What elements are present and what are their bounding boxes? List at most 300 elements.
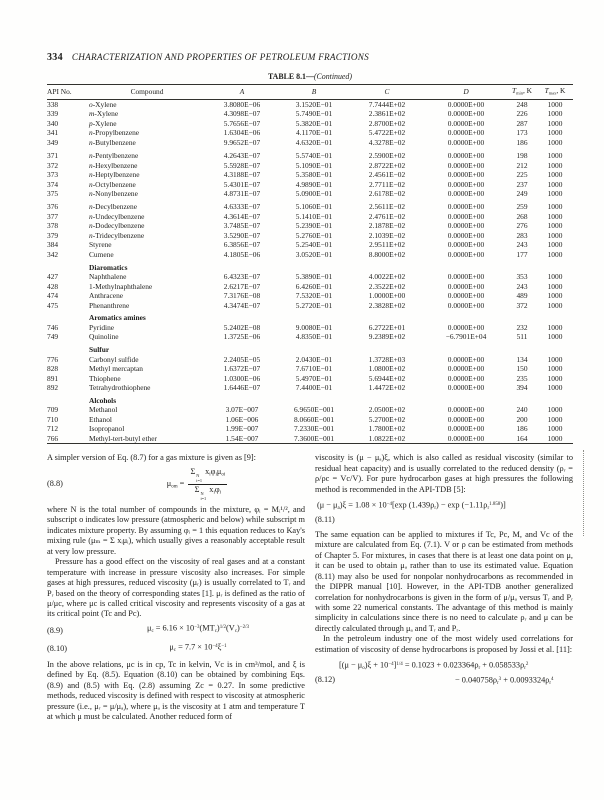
coef-c-cell: 2.3861E+02 <box>368 109 406 119</box>
column-header: Tmax, K <box>544 86 566 96</box>
coef-d-cell: 0.0000E+00 <box>447 179 485 189</box>
compound-cell <box>89 250 205 260</box>
coef-b-cell: 5.3580E−01 <box>295 170 333 180</box>
compound-cell <box>89 212 205 222</box>
coef-c-cell: 1.0000E+00 <box>368 291 406 301</box>
tmin-cell: 243 <box>516 240 528 250</box>
coef-c-cell: 2.8700E+02 <box>368 118 406 128</box>
table-row <box>47 151 573 161</box>
api-cell: 776 <box>47 354 59 364</box>
coef-a-cell: 1.54E−007 <box>225 433 259 443</box>
api-cell: 892 <box>47 383 59 393</box>
compound-name: Styrene <box>89 240 112 250</box>
tmax-cell: 1000 <box>547 383 563 393</box>
coef-d-cell: 0.0000E+00 <box>447 160 485 170</box>
coef-d-cell: 0.0000E+00 <box>447 433 485 443</box>
right-column <box>315 453 573 722</box>
coef-c-cell: 1.0800E+02 <box>368 364 406 374</box>
tmax-cell: 1000 <box>547 364 563 374</box>
compound-cell <box>89 119 205 129</box>
coef-b-cell: 4.6320E−01 <box>295 138 333 148</box>
coef-d-cell: 0.0000E+00 <box>447 99 485 109</box>
coef-d-cell: 0.0000E+00 <box>447 354 485 364</box>
coef-a-cell: 3.8080E−06 <box>223 99 261 109</box>
tmin-cell: 198 <box>516 151 528 161</box>
tmin-cell: 164 <box>516 433 528 443</box>
compound-name: Xylene <box>96 109 119 119</box>
tmax-cell: 1000 <box>547 240 563 250</box>
coef-d-cell: 0.0000E+00 <box>447 138 485 148</box>
compound-name: Methanol <box>89 405 118 415</box>
coef-d-cell: 0.0000E+00 <box>447 109 485 119</box>
column-header: D <box>463 87 469 97</box>
compound-name: Naphthalene <box>89 272 127 282</box>
paragraph: In the above relations, μc is in cp, Tc in kelvin, Vc is in cm³/mol, and ξ is defined by Eq. (8.5). Equation (8.10) can be obtained by combining Eqs. (8.9) and (8.5) with Eq. (2.8) assuming Zc = 0.27. In some predictive methods, reduced viscosity is defined with respect to viscosity at atmospheric pressure (i.e., μᵣ = μ/μₐ), where μₐ is the viscosity at 1 atm and temperature T at which μ must be calculated. Another reduced form of <box>47 659 305 721</box>
coef-b-cell: 8.0660E−001 <box>293 414 335 424</box>
compound-cell <box>89 99 205 109</box>
coef-a-cell: 4.6333E−07 <box>223 202 261 212</box>
coef-d-cell: 0.0000E+00 <box>447 414 485 424</box>
tmax-cell: 1000 <box>547 202 563 212</box>
tmax-cell: 1000 <box>547 424 563 434</box>
api-cell: 712 <box>47 424 59 434</box>
coef-c-cell: 7.7444E+02 <box>368 99 406 109</box>
table-section-row <box>47 342 573 355</box>
equation-body: $\mu c = 6.16 \times 10^{-3}(MTc)^{1/2}(Vc)^{-2/3}$ <box>147 624 249 635</box>
coef-d-cell: 0.0000E+00 <box>447 291 485 301</box>
table-title <box>47 72 573 81</box>
tmax-cell: 1000 <box>547 300 563 310</box>
table-row <box>47 212 573 222</box>
coef-d-cell: 0.0000E+00 <box>447 250 485 260</box>
tmin-cell: 249 <box>516 189 528 199</box>
tmin-cell: 276 <box>516 221 528 231</box>
compound-name: Ethanol <box>89 414 112 424</box>
compound-prefix: n- <box>89 211 96 221</box>
coef-a-cell: 4.3188E−07 <box>223 170 261 180</box>
equation-body: $\mu c = 7.7 \times 10^{-4}\xi^{-1}$ <box>169 642 227 653</box>
tmax-cell: 1000 <box>547 250 563 260</box>
api-cell: 374 <box>47 179 59 189</box>
coef-a-cell: 1.99E−007 <box>225 424 259 434</box>
coef-b-cell: 9.0080E−01 <box>295 322 333 332</box>
api-cell: 341 <box>47 128 59 138</box>
compound-name: Anthracene <box>89 291 124 301</box>
coef-c-cell: 1.7800E+02 <box>368 424 406 434</box>
api-cell: 371 <box>47 151 59 161</box>
compound-name: Thiophene <box>89 373 121 383</box>
coef-a-cell: 1.6372E−07 <box>223 364 261 374</box>
api-cell: 339 <box>47 109 59 119</box>
compound-name: Nonylbenzene <box>95 189 138 199</box>
equation-8-10 <box>47 642 305 657</box>
compound-name: Xylene <box>95 118 117 128</box>
compound-name: Methyl mercaptan <box>89 364 143 374</box>
equation-8-12 <box>315 660 573 690</box>
compound-prefix: o- <box>89 99 96 109</box>
table-row <box>47 272 573 282</box>
compound-prefix: n- <box>89 221 96 231</box>
tmax-cell: 1000 <box>547 189 563 199</box>
api-cell: 427 <box>47 272 59 282</box>
table-row <box>47 355 573 365</box>
compound-cell <box>89 221 205 231</box>
compound-name: Propylbenzene <box>95 128 140 138</box>
coef-c-cell: 2.1039E−02 <box>368 230 406 240</box>
coef-a-cell: 6.4323E−07 <box>223 272 261 282</box>
coef-b-cell: 7.4400E−01 <box>295 383 333 393</box>
coef-c-cell: 2.7711E−02 <box>368 179 406 189</box>
paragraph: In the petroleum industry one of the most widely used correlations for estimation of viscosity of dense hydrocarbons is proposed by Jossi et al. [11]: <box>315 634 573 654</box>
coef-b-cell: 7.6710E−01 <box>295 364 333 374</box>
equation-body: $(\mu - \mu a)\xi = 1.08 \times 10^{-4}[\exp$ $(1.439\rho r) - \exp (-1.11\rho r^{1.858})$] <box>317 500 506 511</box>
api-cell: 749 <box>47 332 59 342</box>
table-row <box>47 128 573 138</box>
tmin-cell: 226 <box>516 109 528 119</box>
tmin-cell: 353 <box>516 272 528 282</box>
compound-cell <box>89 364 205 374</box>
coef-c-cell: 2.4761E−02 <box>368 211 406 221</box>
coef-c-cell: 2.8722E+02 <box>368 160 406 170</box>
tmax-cell: 1000 <box>547 291 563 301</box>
api-cell: 709 <box>47 405 59 415</box>
compound-cell <box>89 180 205 190</box>
section-header: Sulfur <box>89 344 110 354</box>
api-cell: 378 <box>47 221 59 231</box>
coef-a-cell: 2.6217E−07 <box>223 281 261 291</box>
coef-c-cell: 2.3828E+02 <box>368 300 406 310</box>
compound-cell <box>89 170 205 180</box>
table-row <box>47 364 573 374</box>
coef-d-cell: 0.0000E+00 <box>447 170 485 180</box>
coef-c-cell: 2.0500E+02 <box>368 405 406 415</box>
tmin-cell: 186 <box>516 138 528 148</box>
coef-a-cell: 3.7485E−07 <box>223 221 261 231</box>
coef-d-cell: 0.0000E+00 <box>447 230 485 240</box>
table-row <box>47 250 573 260</box>
compound-name: Pentylbenzene <box>95 151 139 161</box>
compound-cell <box>89 282 205 292</box>
equation-body: μom = Σ N i=1 xiφiμoi Σ N i=1 xiφi <box>166 467 226 501</box>
tmin-cell: 511 <box>516 332 528 342</box>
paragraph: viscosity is (μ − μₐ)ξ, which is also called as residual viscosity (similar to residual heat capacity) and is usually correlated to the reduced density (ρᵣ = ρ/ρc = Vc/V). For pure hydrocarbon gases at high pressures the following method is recommended in the API-TDB [5]: <box>315 453 573 494</box>
api-cell: 342 <box>47 250 59 260</box>
compound-name: Octylbenzene <box>95 179 136 189</box>
tmax-cell: 1000 <box>547 433 563 443</box>
table-row <box>47 170 573 180</box>
equation-label: (8.9) <box>47 625 63 635</box>
table-title-continued: (Continued) <box>313 72 353 81</box>
coef-b-cell: 3.0520E−01 <box>295 250 333 260</box>
table-section-row <box>47 310 573 323</box>
compound-cell <box>89 291 205 301</box>
coef-b-cell: 4.9890E−01 <box>295 179 333 189</box>
coef-c-cell: 1.4472E+02 <box>368 383 406 393</box>
coef-a-cell: 5.5928E−07 <box>223 160 261 170</box>
coef-a-cell: 1.6446E−07 <box>223 383 261 393</box>
coef-b-cell: 5.2540E−01 <box>295 240 333 250</box>
tmin-cell: 235 <box>516 373 528 383</box>
api-cell: 338 <box>47 99 59 109</box>
tmin-cell: 134 <box>516 354 528 364</box>
tmax-cell: 1000 <box>547 109 563 119</box>
coef-c-cell: 5.4722E+02 <box>368 128 406 138</box>
coef-a-cell: 3.07E−007 <box>225 405 259 415</box>
coef-b-cell: 5.7490E−01 <box>295 109 333 119</box>
compound-name: Heptylbenzene <box>95 170 140 180</box>
coef-a-cell: 1.0300E−06 <box>223 373 261 383</box>
left-column <box>47 453 305 722</box>
api-cell: 349 <box>47 138 59 148</box>
table-row <box>47 374 573 384</box>
running-head <box>47 52 573 63</box>
api-cell: 766 <box>47 433 59 443</box>
coef-a-cell: 3.5290E−07 <box>223 230 261 240</box>
api-cell: 428 <box>47 281 59 291</box>
column-header: Tmin, K <box>511 86 533 96</box>
coef-c-cell: 2.1878E−02 <box>368 221 406 231</box>
compound-cell <box>89 301 205 311</box>
coef-a-cell: 4.1805E−06 <box>223 250 261 260</box>
tmax-cell: 1000 <box>547 405 563 415</box>
compound-cell <box>89 161 205 171</box>
table-row <box>47 424 573 434</box>
compound-name: Pyridine <box>89 322 115 332</box>
compound-prefix: n- <box>89 138 96 148</box>
tmax-cell: 1000 <box>547 170 563 180</box>
column-header: A <box>239 87 245 97</box>
coef-c-cell: 1.3728E+03 <box>368 354 406 364</box>
table-row <box>47 291 573 301</box>
paragraph: Pressure has a good effect on the viscosity of real gases and at a constant temperature with increase in pressure viscosity also increases. For simple gases at high pressures, reduced viscosity (μᵣ) is usually correlated to Tᵣ and Pᵣ based on the theory of corresponding states [1]. μᵣ is defined as the ratio of μ/μc, where μc is called critical viscosity and represents viscosity of a gas at its critical point (Tc and Pc). <box>47 557 305 619</box>
coef-a-cell: 4.2643E−07 <box>223 151 261 161</box>
compound-cell <box>89 434 205 444</box>
coef-d-cell: 0.0000E+00 <box>447 383 485 393</box>
compound-prefix: m- <box>89 109 97 119</box>
table-row <box>47 202 573 212</box>
compound-cell <box>89 189 205 199</box>
tmax-cell: 1000 <box>547 179 563 189</box>
tmin-cell: 372 <box>516 300 528 310</box>
api-cell: 372 <box>47 160 59 170</box>
table-section-row <box>47 393 573 406</box>
coef-c-cell: 9.2389E+02 <box>368 332 406 342</box>
coef-a-cell: 9.9652E−07 <box>223 138 261 148</box>
tmax-cell: 1000 <box>547 118 563 128</box>
section-header: Aromatics amines <box>89 313 146 323</box>
compound-name: Dodecylbenzene <box>95 221 145 231</box>
table-row <box>47 434 573 444</box>
api-cell: 828 <box>47 364 59 374</box>
compound-name: Quinoline <box>89 332 119 342</box>
coef-c-cell: 6.2722E+01 <box>368 322 406 332</box>
table-row <box>47 231 573 241</box>
tmax-cell: 1000 <box>547 160 563 170</box>
equation-label: (8.12) <box>315 675 336 685</box>
compound-name: Isopropanol <box>89 424 125 434</box>
compound-name: Undecylbenzene <box>95 211 145 221</box>
coef-c-cell: 1.0822E+02 <box>368 433 406 443</box>
coef-c-cell: 2.6178E−02 <box>368 189 406 199</box>
tmin-cell: 394 <box>516 383 528 393</box>
coef-d-cell: 0.0000E+00 <box>447 211 485 221</box>
coef-a-cell: 5.4301E−07 <box>223 179 261 189</box>
data-table <box>47 84 573 444</box>
compound-name: Methyl-tert-butyl ether <box>89 433 157 443</box>
coef-a-cell: 4.8731E−07 <box>223 189 261 199</box>
tmin-cell: 150 <box>516 364 528 374</box>
coef-b-cell: 5.3890E−01 <box>295 272 333 282</box>
coef-d-cell: 0.0000E+00 <box>447 128 485 138</box>
compound-prefix: n- <box>89 179 96 189</box>
coef-d-cell: 0.0000E+00 <box>447 322 485 332</box>
coef-c-cell: 8.8000E+02 <box>368 250 406 260</box>
compound-prefix: n- <box>89 151 96 161</box>
coef-a-cell: 5.7656E−07 <box>223 118 261 128</box>
compound-name: 1-Methylnaphthalene <box>89 281 153 291</box>
tmax-cell: 1000 <box>547 272 563 282</box>
coef-c-cell: 2.4561E−02 <box>368 170 406 180</box>
compound-cell <box>89 355 205 365</box>
scan-artifact-dotted-line <box>583 450 584 536</box>
tmin-cell: 243 <box>516 281 528 291</box>
tmax-cell: 1000 <box>547 151 563 161</box>
tmax-cell: 1000 <box>547 322 563 332</box>
running-title: CHARACTERIZATION AND PROPERTIES OF PETROLEUM FRACTIONS <box>71 52 369 62</box>
compound-prefix: n- <box>89 202 96 212</box>
compound-name: Tetrahydrothiophene <box>89 383 151 393</box>
coef-c-cell: 2.3522E+02 <box>368 281 406 291</box>
table-row <box>47 189 573 199</box>
table-row <box>47 119 573 129</box>
coef-b-cell: 2.0430E−01 <box>295 354 333 364</box>
compound-cell <box>89 109 205 119</box>
column-header: C <box>384 87 390 97</box>
table-row <box>47 323 573 333</box>
coef-b-cell: 7.2330E−001 <box>293 424 335 434</box>
compound-prefix: n- <box>89 189 96 199</box>
tmax-cell: 1000 <box>547 332 563 342</box>
api-cell: 379 <box>47 230 59 240</box>
tmin-cell: 240 <box>516 405 528 415</box>
compound-cell <box>89 138 205 148</box>
table-row <box>47 180 573 190</box>
coef-a-cell: 5.2402E−08 <box>223 322 261 332</box>
coef-d-cell: 0.0000E+00 <box>447 300 485 310</box>
compound-prefix: n- <box>89 170 96 180</box>
tmin-cell: 225 <box>516 170 528 180</box>
compound-cell <box>89 323 205 333</box>
equation-8-11 <box>315 500 573 526</box>
equation-label: (8.10) <box>47 643 68 653</box>
coef-d-cell: 0.0000E+00 <box>447 373 485 383</box>
equation-8-9 <box>47 623 305 638</box>
api-cell: 746 <box>47 322 59 332</box>
table-row <box>47 282 573 292</box>
compound-prefix: p- <box>89 118 96 128</box>
coef-d-cell: 0.0000E+00 <box>447 405 485 415</box>
tmax-cell: 1000 <box>547 138 563 148</box>
tmin-cell: 237 <box>516 179 528 189</box>
coef-b-cell: 6.4260E−01 <box>295 281 333 291</box>
coef-b-cell: 5.2720E−01 <box>295 300 333 310</box>
compound-cell <box>89 415 205 425</box>
tmin-cell: 212 <box>516 160 528 170</box>
api-cell: 384 <box>47 240 59 250</box>
table-row <box>47 415 573 425</box>
coef-d-cell: 0.0000E+00 <box>447 221 485 231</box>
api-cell: 375 <box>47 189 59 199</box>
coef-c-cell: 5.6944E+02 <box>368 373 406 383</box>
api-cell: 891 <box>47 373 59 383</box>
api-cell: 377 <box>47 211 59 221</box>
compound-cell <box>89 374 205 384</box>
tmin-cell: 186 <box>516 424 528 434</box>
coef-a-cell: 4.3098E−07 <box>223 109 261 119</box>
table-row <box>47 99 573 109</box>
coef-c-cell: 2.9511E+02 <box>368 240 406 250</box>
section-header: Alcohols <box>89 395 117 405</box>
coef-d-cell: 0.0000E+00 <box>447 118 485 128</box>
coef-d-cell: 0.0000E+00 <box>447 272 485 282</box>
compound-name: Hexylbenzene <box>95 160 138 170</box>
coef-c-cell: 4.3278E−02 <box>368 138 406 148</box>
api-cell: 710 <box>47 414 59 424</box>
api-cell: 475 <box>47 300 59 310</box>
table-row <box>47 161 573 171</box>
tmin-cell: 489 <box>516 291 528 301</box>
tmax-cell: 1000 <box>547 354 563 364</box>
tmax-cell: 1000 <box>547 211 563 221</box>
coef-b-cell: 4.1170E−01 <box>295 128 333 138</box>
tmin-cell: 232 <box>516 322 528 332</box>
coef-a-cell: 4.3614E−07 <box>223 211 261 221</box>
compound-name: Xylene <box>95 99 117 109</box>
table-header-row <box>47 85 573 100</box>
coef-d-cell: 0.0000E+00 <box>447 189 485 199</box>
table-row <box>47 221 573 231</box>
coef-b-cell: 5.2390E−01 <box>295 221 333 231</box>
coef-a-cell: 6.3856E−07 <box>223 240 261 250</box>
body-text <box>47 453 573 722</box>
equation-body: − $0.040758\rho r^3 + 0.0093324\rho r^4$ <box>455 676 554 687</box>
coef-b-cell: 5.1410E−01 <box>295 211 333 221</box>
compound-name: Decylbenzene <box>95 202 138 212</box>
tmax-cell: 1000 <box>547 99 563 109</box>
compound-name: Cumene <box>89 250 114 260</box>
compound-prefix: n- <box>89 128 96 138</box>
coef-d-cell: 0.0000E+00 <box>447 424 485 434</box>
table-title-number: TABLE 8.1— <box>267 72 314 81</box>
coef-b-cell: 5.1060E−01 <box>295 202 333 212</box>
coef-d-cell: 0.0000E+00 <box>447 240 485 250</box>
coef-d-cell: 0.0000E+00 <box>447 151 485 161</box>
api-cell: 376 <box>47 202 59 212</box>
tmax-cell: 1000 <box>547 221 563 231</box>
coef-d-cell: 0.0000E+00 <box>447 364 485 374</box>
coef-a-cell: 1.3725E−06 <box>223 332 261 342</box>
equation-body: $[(\mu - \mu o)\xi + 10^{-4}]^{1/4} = 0.1023 + 0.023364\rho r + 0.058533\rho r^2$ <box>339 660 529 672</box>
table-row <box>47 240 573 250</box>
table-row <box>47 301 573 311</box>
coef-c-cell: 5.2700E+02 <box>368 414 406 424</box>
coef-b-cell: 6.9650E−001 <box>293 405 335 415</box>
compound-prefix: n- <box>89 160 96 170</box>
tmin-cell: 248 <box>516 99 528 109</box>
tmin-cell: 287 <box>516 118 528 128</box>
tmax-cell: 1000 <box>547 230 563 240</box>
coef-b-cell: 5.1090E−01 <box>295 160 333 170</box>
